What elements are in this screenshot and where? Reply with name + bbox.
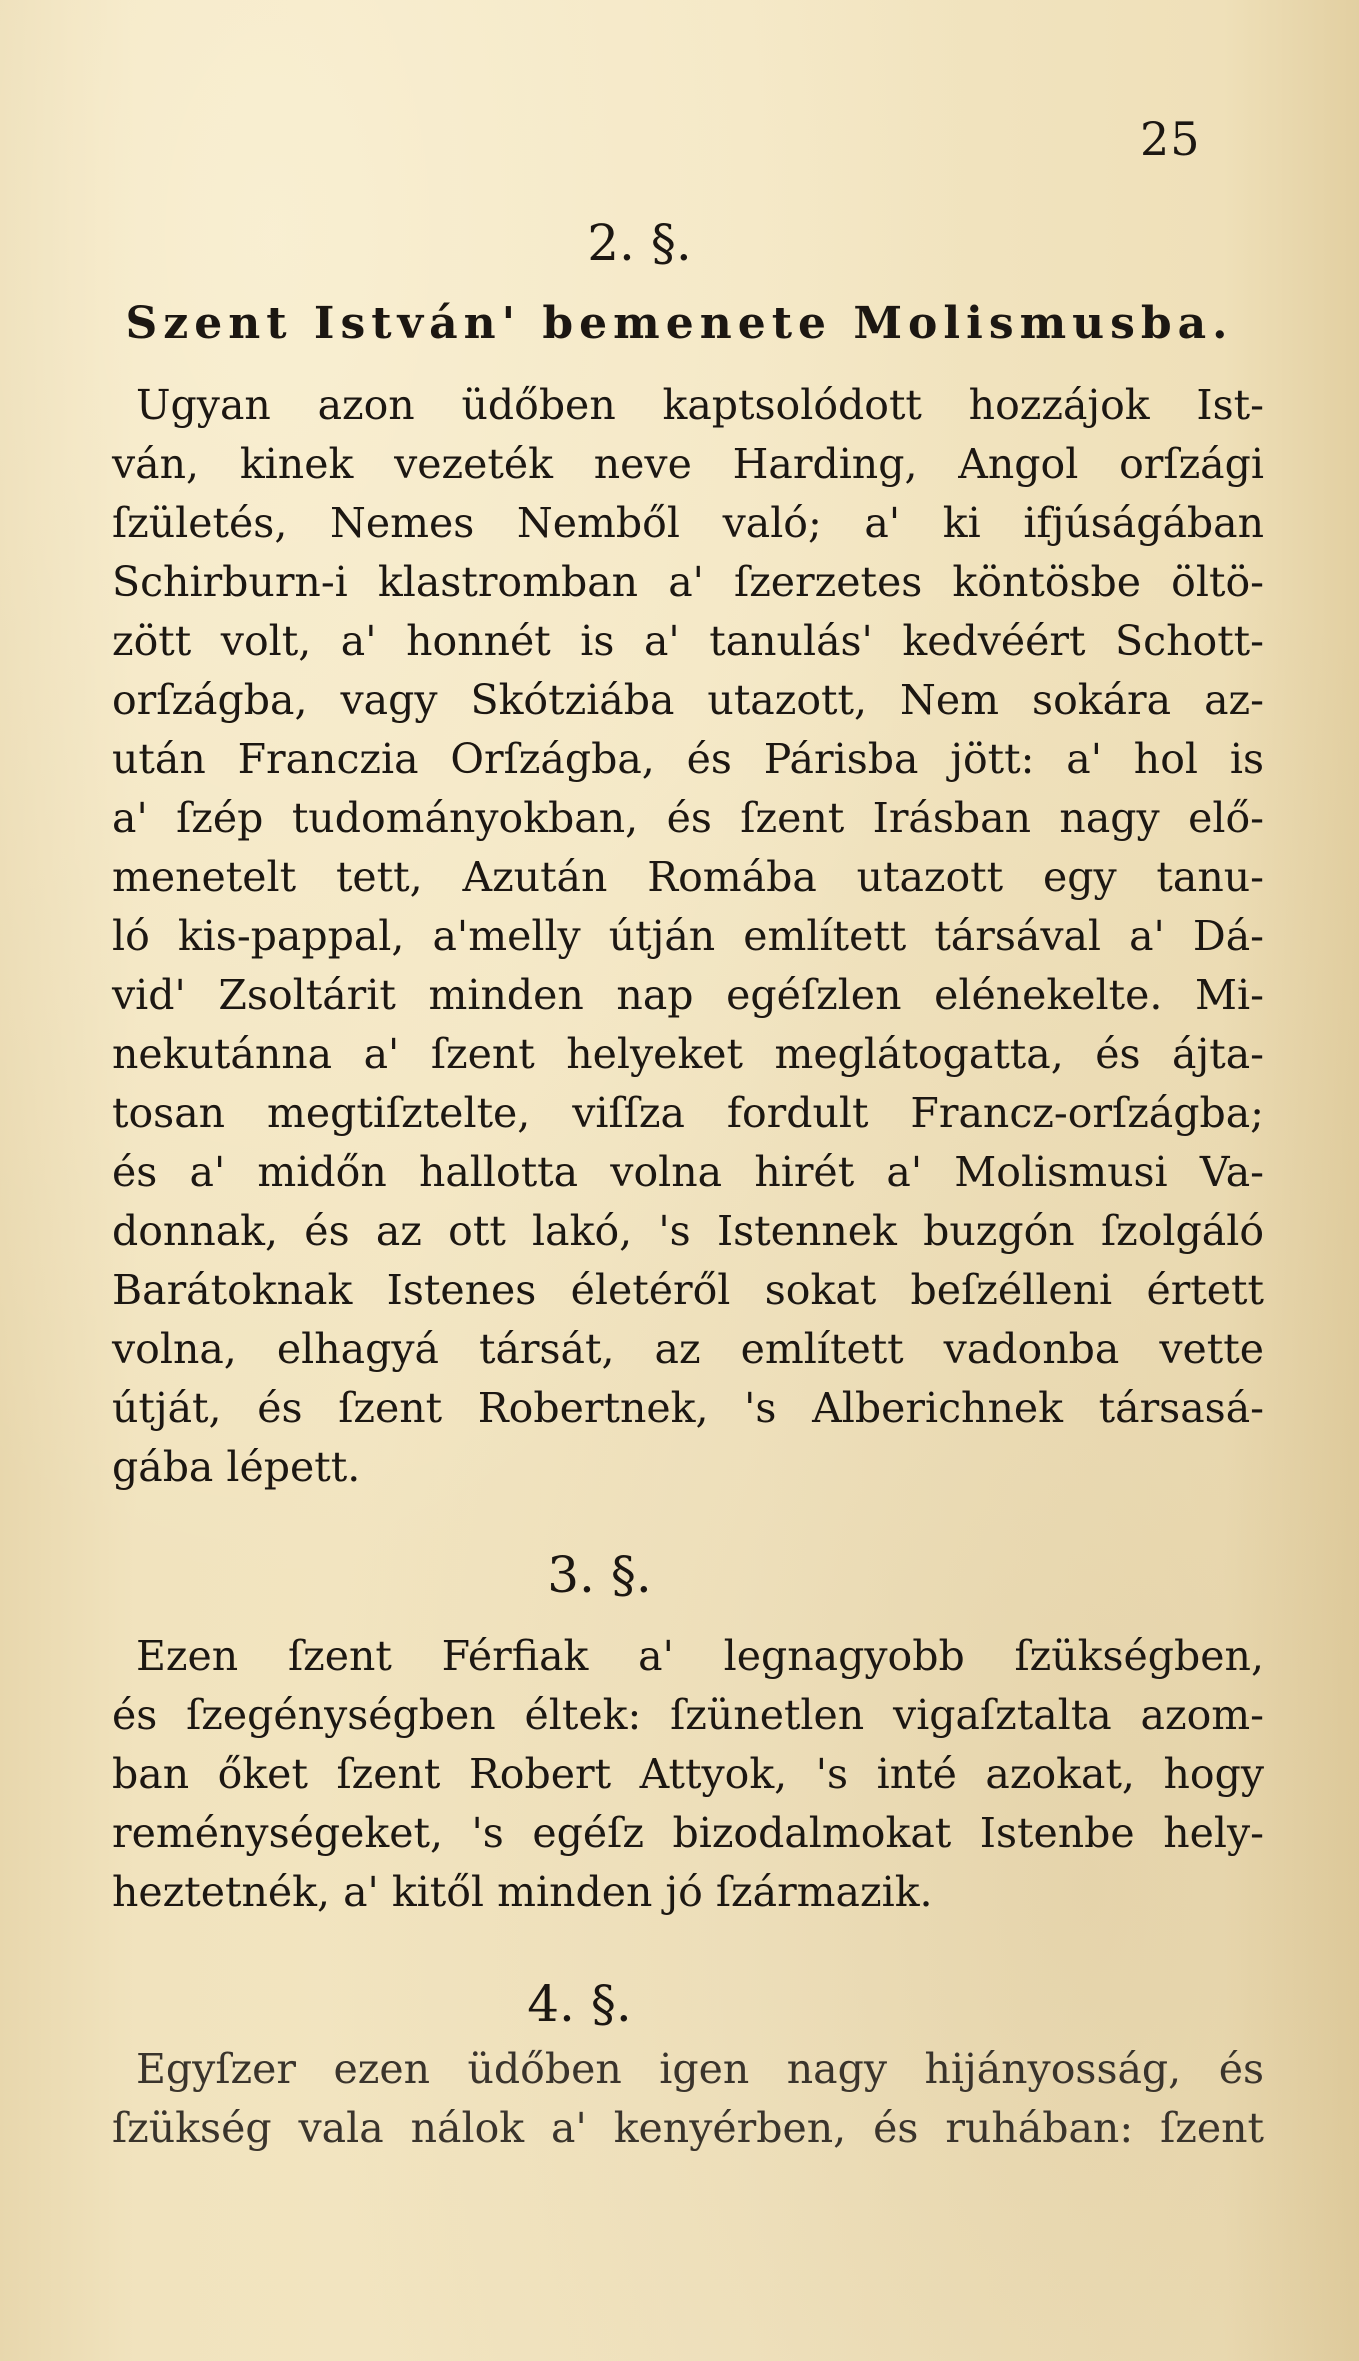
text-line: nekutánna a' ſzent helyeket meglátogatta, és ájta-: [112, 1030, 1264, 1078]
text-line: menetelt tett, Azután Romába utazott egy tanu-: [112, 853, 1264, 901]
text-line: donnak, és az ott lakó, 's Istennek buzgón ſzolgáló: [112, 1207, 1264, 1255]
text-line: Ugyan azon üdőben kaptsolódott hozzájok Ist-: [136, 381, 1264, 429]
text-line: után Franczia Orſzágba, és Párisba jött: a' hol is: [112, 735, 1264, 783]
text-line: zött volt, a' honnét is a' tanulás' kedvéért Schott-: [112, 617, 1264, 665]
text-line: Egyſzer ezen üdőben igen nagy hijányosság, és: [136, 2045, 1264, 2093]
text-line: orſzágba, vagy Skótziába utazott, Nem sokára az-: [112, 676, 1264, 724]
chapter-title: Szent István' bemenete Molismusba.: [125, 298, 1234, 349]
section-4-paragraph: [112, 2040, 1264, 2158]
section-2-paragraph: [112, 376, 1264, 1497]
text-line: Schirburn-i klastromban a' ſzerzetes köntösbe öltö-: [112, 558, 1264, 606]
text-line: tosan megtiſztelte, viſſza fordult Francz-orſzágba;: [112, 1089, 1264, 1137]
page-number: 25: [1140, 112, 1201, 166]
text-line: Barátoknak Istenes életéről sokat beſzélleni értett: [112, 1266, 1264, 1314]
text-line: ván, kinek vezeték neve Harding, Angol orſzági: [112, 440, 1264, 488]
section-heading-2: 2. §.: [587, 214, 692, 272]
section-heading-3: 3. §.: [547, 1546, 652, 1604]
text-line: reménységeket, 's egéſz bizodalmokat Istenbe hely-: [112, 1809, 1264, 1857]
text-line: és ſzegénységben éltek: ſzünetlen vigaſztalta azom-: [112, 1691, 1264, 1739]
text-line: volna, elhagyá társát, az említett vadonba vette: [112, 1325, 1264, 1373]
text-line: ſzükség vala nálok a' kenyérben, és ruhában: ſzent: [112, 2104, 1264, 2152]
text-line: heztetnék, a' kitől minden jó ſzármazik.: [112, 1868, 933, 1916]
section-3-paragraph: [112, 1627, 1264, 1922]
text-line: ló kis-pappal, a'melly útján említett társával a' Dá-: [112, 912, 1264, 960]
section-heading-4: 4. §.: [527, 1975, 632, 2033]
text-line: vid' Zsoltárit minden nap egéſzlen elénekelte. Mi-: [112, 971, 1264, 1019]
text-line: Ezen ſzent Férfiak a' legnagyobb ſzükségben,: [136, 1632, 1264, 1680]
text-line: útját, és ſzent Robertnek, 's Alberichnek társasá-: [112, 1384, 1264, 1432]
text-line: gába lépett.: [112, 1443, 361, 1491]
text-line: ban őket ſzent Robert Attyok, 's inté azokat, hogy: [112, 1750, 1264, 1798]
text-line: és a' midőn hallotta volna hirét a' Molismusi Va-: [112, 1148, 1264, 1196]
text-line: ſzületés, Nemes Nemből való; a' ki ifjúságában: [112, 499, 1264, 547]
text-line: a' ſzép tudományokban, és ſzent Irásban nagy elő-: [112, 794, 1264, 842]
